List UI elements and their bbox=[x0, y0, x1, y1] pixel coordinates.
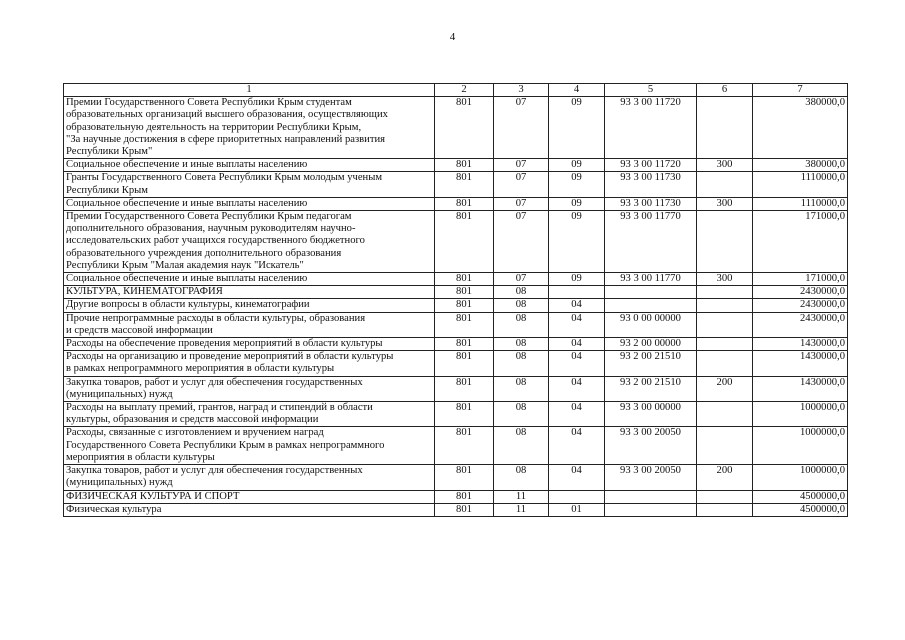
table-row bbox=[64, 427, 848, 465]
col-code: 801 bbox=[435, 427, 494, 465]
col-target-article: 93 2 00 21510 bbox=[605, 351, 697, 376]
col-code: 801 bbox=[435, 351, 494, 376]
col-expense-type bbox=[697, 351, 753, 376]
table-row bbox=[64, 351, 848, 376]
col-subsection: 09 bbox=[549, 273, 605, 286]
col-target-article: 93 3 00 11720 bbox=[605, 97, 697, 159]
col-amount: 1430000,0 bbox=[753, 338, 848, 351]
col-code: 801 bbox=[435, 286, 494, 299]
col-expense-type: 200 bbox=[697, 465, 753, 490]
header-row bbox=[64, 84, 848, 97]
col-amount: 2430000,0 bbox=[753, 312, 848, 337]
col-amount: 1110000,0 bbox=[753, 197, 848, 210]
table-row bbox=[64, 172, 848, 197]
col-target-article bbox=[605, 503, 697, 516]
col-code: 801 bbox=[435, 490, 494, 503]
table-row bbox=[64, 159, 848, 172]
col-amount: 380000,0 bbox=[753, 159, 848, 172]
col-expense-type bbox=[697, 312, 753, 337]
col-target-article: 93 3 00 11770 bbox=[605, 273, 697, 286]
col-section: 07 bbox=[494, 97, 549, 159]
col-code: 801 bbox=[435, 338, 494, 351]
col-code: 801 bbox=[435, 503, 494, 516]
table-row bbox=[64, 338, 848, 351]
col-subsection: 09 bbox=[549, 159, 605, 172]
row-name: Расходы на выплату премий, грантов, наград и стипендий в области культуры, образования и средств массовой информации bbox=[64, 402, 435, 427]
col-section: 08 bbox=[494, 338, 549, 351]
table-row bbox=[64, 211, 848, 273]
col-code: 801 bbox=[435, 172, 494, 197]
col-section: 11 bbox=[494, 503, 549, 516]
col-code: 801 bbox=[435, 299, 494, 312]
row-name: КУЛЬТУРА, КИНЕМАТОГРАФИЯ bbox=[64, 286, 435, 299]
table-row bbox=[64, 376, 848, 401]
col-code: 801 bbox=[435, 312, 494, 337]
col-section: 08 bbox=[494, 427, 549, 465]
col-subsection bbox=[549, 490, 605, 503]
column-header: 1 bbox=[64, 84, 435, 97]
col-target-article: 93 3 00 11770 bbox=[605, 211, 697, 273]
row-name: Закупка товаров, работ и услуг для обеспечения государственных (муниципальных) нужд bbox=[64, 465, 435, 490]
row-name: Социальное обеспечение и иные выплаты населению bbox=[64, 273, 435, 286]
col-expense-type bbox=[697, 97, 753, 159]
col-target-article: 93 3 00 11720 bbox=[605, 159, 697, 172]
table-row bbox=[64, 402, 848, 427]
col-section: 08 bbox=[494, 299, 549, 312]
col-amount: 2430000,0 bbox=[753, 299, 848, 312]
col-expense-type bbox=[697, 338, 753, 351]
col-expense-type: 300 bbox=[697, 197, 753, 210]
col-subsection bbox=[549, 286, 605, 299]
col-target-article: 93 3 00 11730 bbox=[605, 197, 697, 210]
row-name: Расходы на обеспечение проведения мероприятий в области культуры bbox=[64, 338, 435, 351]
row-name: Прочие непрограммные расходы в области культуры, образования и средств массовой информации bbox=[64, 312, 435, 337]
col-expense-type bbox=[697, 503, 753, 516]
table-row bbox=[64, 299, 848, 312]
col-expense-type: 300 bbox=[697, 159, 753, 172]
column-header: 6 bbox=[697, 84, 753, 97]
col-expense-type bbox=[697, 299, 753, 312]
col-section: 07 bbox=[494, 172, 549, 197]
col-subsection: 09 bbox=[549, 197, 605, 210]
col-expense-type bbox=[697, 490, 753, 503]
table-row bbox=[64, 197, 848, 210]
col-section: 08 bbox=[494, 402, 549, 427]
row-name: Гранты Государственного Совета Республики Крым молодым ученым Республики Крым bbox=[64, 172, 435, 197]
col-subsection: 09 bbox=[549, 172, 605, 197]
col-target-article: 93 3 00 00000 bbox=[605, 402, 697, 427]
row-name: Физическая культура bbox=[64, 503, 435, 516]
col-amount: 1110000,0 bbox=[753, 172, 848, 197]
col-section: 07 bbox=[494, 211, 549, 273]
col-subsection: 04 bbox=[549, 338, 605, 351]
column-header: 5 bbox=[605, 84, 697, 97]
table-row bbox=[64, 503, 848, 516]
col-code: 801 bbox=[435, 159, 494, 172]
col-subsection: 04 bbox=[549, 312, 605, 337]
column-header: 7 bbox=[753, 84, 848, 97]
col-amount: 1000000,0 bbox=[753, 465, 848, 490]
column-header: 3 bbox=[494, 84, 549, 97]
col-target-article bbox=[605, 299, 697, 312]
col-target-article: 93 3 00 20050 bbox=[605, 465, 697, 490]
col-amount: 1000000,0 bbox=[753, 427, 848, 465]
col-subsection: 09 bbox=[549, 97, 605, 159]
col-section: 07 bbox=[494, 197, 549, 210]
col-amount: 2430000,0 bbox=[753, 286, 848, 299]
col-subsection: 04 bbox=[549, 402, 605, 427]
col-target-article bbox=[605, 286, 697, 299]
col-amount: 1430000,0 bbox=[753, 351, 848, 376]
col-code: 801 bbox=[435, 402, 494, 427]
col-code: 801 bbox=[435, 211, 494, 273]
col-code: 801 bbox=[435, 273, 494, 286]
col-subsection: 04 bbox=[549, 351, 605, 376]
row-name: Расходы, связанные с изготовлением и вручением наград Государственного Совета Республики Крым в рамках непрограммного мероприятия в области культуры bbox=[64, 427, 435, 465]
col-code: 801 bbox=[435, 197, 494, 210]
col-amount: 380000,0 bbox=[753, 97, 848, 159]
col-target-article: 93 3 00 20050 bbox=[605, 427, 697, 465]
table-row bbox=[64, 490, 848, 503]
col-subsection: 04 bbox=[549, 299, 605, 312]
column-header: 2 bbox=[435, 84, 494, 97]
row-name: Расходы на организацию и проведение мероприятий в области культуры в рамках непрограммного мероприятия в области культуры bbox=[64, 351, 435, 376]
col-section: 08 bbox=[494, 351, 549, 376]
col-expense-type bbox=[697, 402, 753, 427]
col-expense-type bbox=[697, 427, 753, 465]
col-expense-type bbox=[697, 172, 753, 197]
table-row bbox=[64, 273, 848, 286]
col-subsection: 04 bbox=[549, 427, 605, 465]
table-row bbox=[64, 465, 848, 490]
col-subsection: 01 bbox=[549, 503, 605, 516]
column-header: 4 bbox=[549, 84, 605, 97]
col-target-article: 93 2 00 21510 bbox=[605, 376, 697, 401]
col-section: 08 bbox=[494, 465, 549, 490]
col-amount: 4500000,0 bbox=[753, 490, 848, 503]
col-subsection: 04 bbox=[549, 465, 605, 490]
row-name: ФИЗИЧЕСКАЯ КУЛЬТУРА И СПОРТ bbox=[64, 490, 435, 503]
col-section: 07 bbox=[494, 159, 549, 172]
col-expense-type: 200 bbox=[697, 376, 753, 401]
col-section: 08 bbox=[494, 312, 549, 337]
table-row bbox=[64, 286, 848, 299]
col-amount: 1000000,0 bbox=[753, 402, 848, 427]
table-row bbox=[64, 97, 848, 159]
budget-table bbox=[63, 83, 848, 517]
col-section: 08 bbox=[494, 376, 549, 401]
col-expense-type bbox=[697, 211, 753, 273]
col-target-article: 93 0 00 00000 bbox=[605, 312, 697, 337]
col-expense-type bbox=[697, 286, 753, 299]
col-section: 11 bbox=[494, 490, 549, 503]
col-subsection: 09 bbox=[549, 211, 605, 273]
page-number: 4 bbox=[449, 31, 456, 43]
col-target-article: 93 2 00 00000 bbox=[605, 338, 697, 351]
col-expense-type: 300 bbox=[697, 273, 753, 286]
row-name: Премии Государственного Совета Республики Крым педагогам дополнительного образования, научным руководителям научно- исследовательских работ учащихся государственного бюджетного образовательного учреждения дополнительного образования Республики Крым "Малая академия наук "Искатель" bbox=[64, 211, 435, 273]
row-name: Закупка товаров, работ и услуг для обеспечения государственных (муниципальных) нужд bbox=[64, 376, 435, 401]
col-amount: 1430000,0 bbox=[753, 376, 848, 401]
col-code: 801 bbox=[435, 97, 494, 159]
row-name: Социальное обеспечение и иные выплаты населению bbox=[64, 159, 435, 172]
col-section: 08 bbox=[494, 286, 549, 299]
row-name: Другие вопросы в области культуры, кинематографии bbox=[64, 299, 435, 312]
col-code: 801 bbox=[435, 465, 494, 490]
row-name: Социальное обеспечение и иные выплаты населению bbox=[64, 197, 435, 210]
col-target-article bbox=[605, 490, 697, 503]
col-section: 07 bbox=[494, 273, 549, 286]
col-amount: 171000,0 bbox=[753, 211, 848, 273]
table-row bbox=[64, 312, 848, 337]
col-subsection: 04 bbox=[549, 376, 605, 401]
col-amount: 171000,0 bbox=[753, 273, 848, 286]
col-code: 801 bbox=[435, 376, 494, 401]
col-amount: 4500000,0 bbox=[753, 503, 848, 516]
col-target-article: 93 3 00 11730 bbox=[605, 172, 697, 197]
row-name: Премии Государственного Совета Республики Крым студентам образовательных организаций высшего образования, осуществляющих образовательную деятельность на территории Республики Крым, "За научные достижения в сфере приоритетных направлений развития Республики Крым" bbox=[64, 97, 435, 159]
